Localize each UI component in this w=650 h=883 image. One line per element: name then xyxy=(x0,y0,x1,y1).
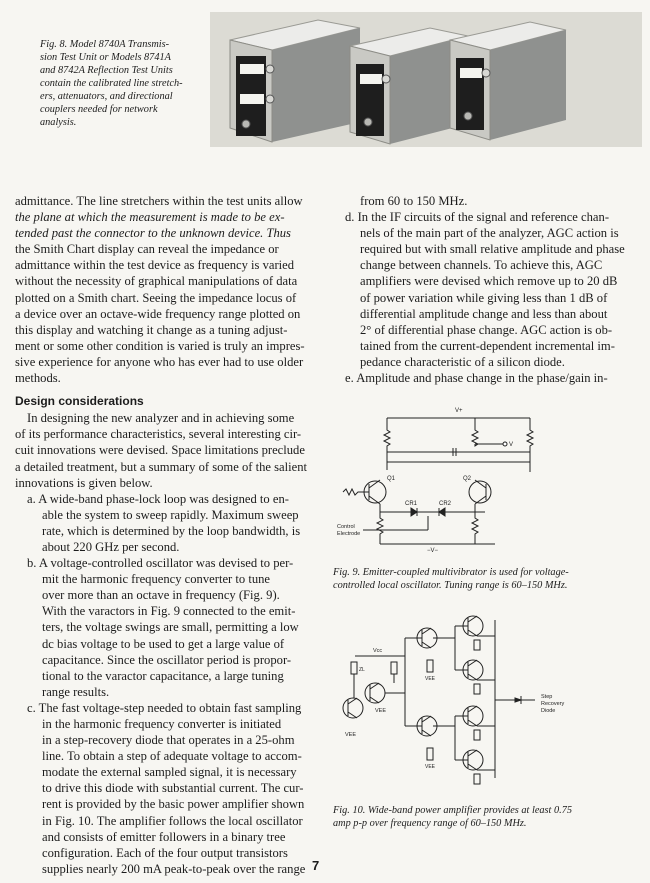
section-heading: Design considerations xyxy=(15,394,144,409)
electrode-label: Electrode xyxy=(337,531,361,537)
list-item-d: d. In the IF circuits of the signal and reference chan- nels of the main part of the analyzer, AGC action is required but with small relative amplitude and phase change between channels. To achieve this, AGC amplifiers were devised which remove up to 20 dB of power variation while giving less than 1 dB of differential amplitude change and less than about 2° of differential phase change. AGC action is ob- tained from the current-dependent incremental im- pedance characteristic of a silicon diode. xyxy=(345,210,625,369)
intro-paragraph: admittance. The line stretchers within the test units allow the plane at which the measurement is made to be ex- tended past the connector to the unknown device. Thus the Smith Chart display can reveal the impedance or admittance within the test device as frequency is varied without the necessity of graphical manipulations of data plotted on a Smith chart. Seeing the impedance locus of a device over an octave-wide frequency range plotted on this display and watching it change as a tuning adjust- ment or some other condition is varied is truly an impres- sive experience for anyone who has ever had to use older methods. xyxy=(15,194,305,386)
list-item-a: a. A wide-band phase-lock loop was designed to en- able the system to sweep rapidly. Maximum sweep rate, which is determined by the loop bandwidth, is about 220 GHz per second. xyxy=(27,491,301,554)
left-column xyxy=(15,193,313,877)
control-label: Control xyxy=(337,524,355,530)
step-label: Step xyxy=(541,694,553,700)
vee-label: VEE xyxy=(375,708,387,714)
continuation-line: from 60 to 150 MHz. xyxy=(360,194,468,208)
figure-8-caption: Fig. 8. Model 8740A Transmis- sion Test Unit or Models 8741A and 8742A Reflection Test Units contain the calibrated line stretch- ers, attenuators, and directional couplers needed for network analysis. xyxy=(40,39,183,128)
vo-label: V xyxy=(509,442,514,448)
q2-label: Q2 xyxy=(463,476,472,482)
vminus-label: −V− xyxy=(427,548,439,554)
vcc-label: Vcc xyxy=(373,648,383,654)
right-column xyxy=(333,193,639,386)
vee-label: VEE xyxy=(425,676,436,682)
vplus-label: V+ xyxy=(455,408,463,414)
list-item-e: e. Amplitude and phase change in the phase/gain in- xyxy=(345,371,608,386)
figure-10-schematic xyxy=(335,608,625,798)
list-item-b: b. A voltage-controlled oscillator was devised to per- mit the harmonic frequency converter to tune over more than an octave in frequency (Fig. 9). With the varactors in Fig. 9 connected to the emit- ters, the voltage swings are small, permitting a low dc bias voltage to be used to get a large value of capacitance. Since the oscillator period is propor- tional to the varactor capacitance, a large tuning range results. xyxy=(27,556,299,699)
zl-label: ZL xyxy=(359,667,365,673)
figure-9-caption: Fig. 9. Emitter-coupled multivibrator is used for voltage- controlled local oscillator. Tuning range is 60–150 MHz. xyxy=(333,567,569,591)
q1-label: Q1 xyxy=(387,476,396,482)
vee-label: VEE xyxy=(345,732,357,738)
cr2-label: CR2 xyxy=(439,501,452,507)
diode-label: Diode xyxy=(541,708,556,714)
design-paragraph: In designing the new analyzer and in achieving some of its performance characteristics, several interesting cir- cuit innovations were devised. Space limitations preclude a detailed treatment, but a summary of some of the salient innovations is given below. xyxy=(15,411,308,490)
page-number: 7 xyxy=(312,858,320,873)
figure-10-caption: Fig. 10. Wide-band power amplifier provides at least 0.75 amp p-p over frequency range of 60–150 MHz. xyxy=(333,805,572,829)
test-unit-photo xyxy=(450,22,566,140)
figure-8-photo xyxy=(210,12,642,147)
figure-9-schematic xyxy=(335,400,625,560)
cr1-label: CR1 xyxy=(405,501,418,507)
vee-label: VEE xyxy=(425,764,436,770)
recovery-label: Recovery xyxy=(541,701,565,707)
test-unit-photo xyxy=(230,20,360,142)
list-item-c: c. The fast voltage-step needed to obtain fast sampling in the harmonic frequency converter is initiated in a step-recovery diode that operates in a 25-ohm line. To obtain a step of adequate voltage to accom- modate the external sampled signal, it is necessary to drive this diode with substantial current. The cur- rent is provided by the basic power amplifier shown in Fig. 10. The amplifier follows the local oscillator and consists of emitter followers in a binary tree configuration. Each of the four output transistors supplies nearly 200 mA peak-to-peak over the range xyxy=(27,700,306,876)
